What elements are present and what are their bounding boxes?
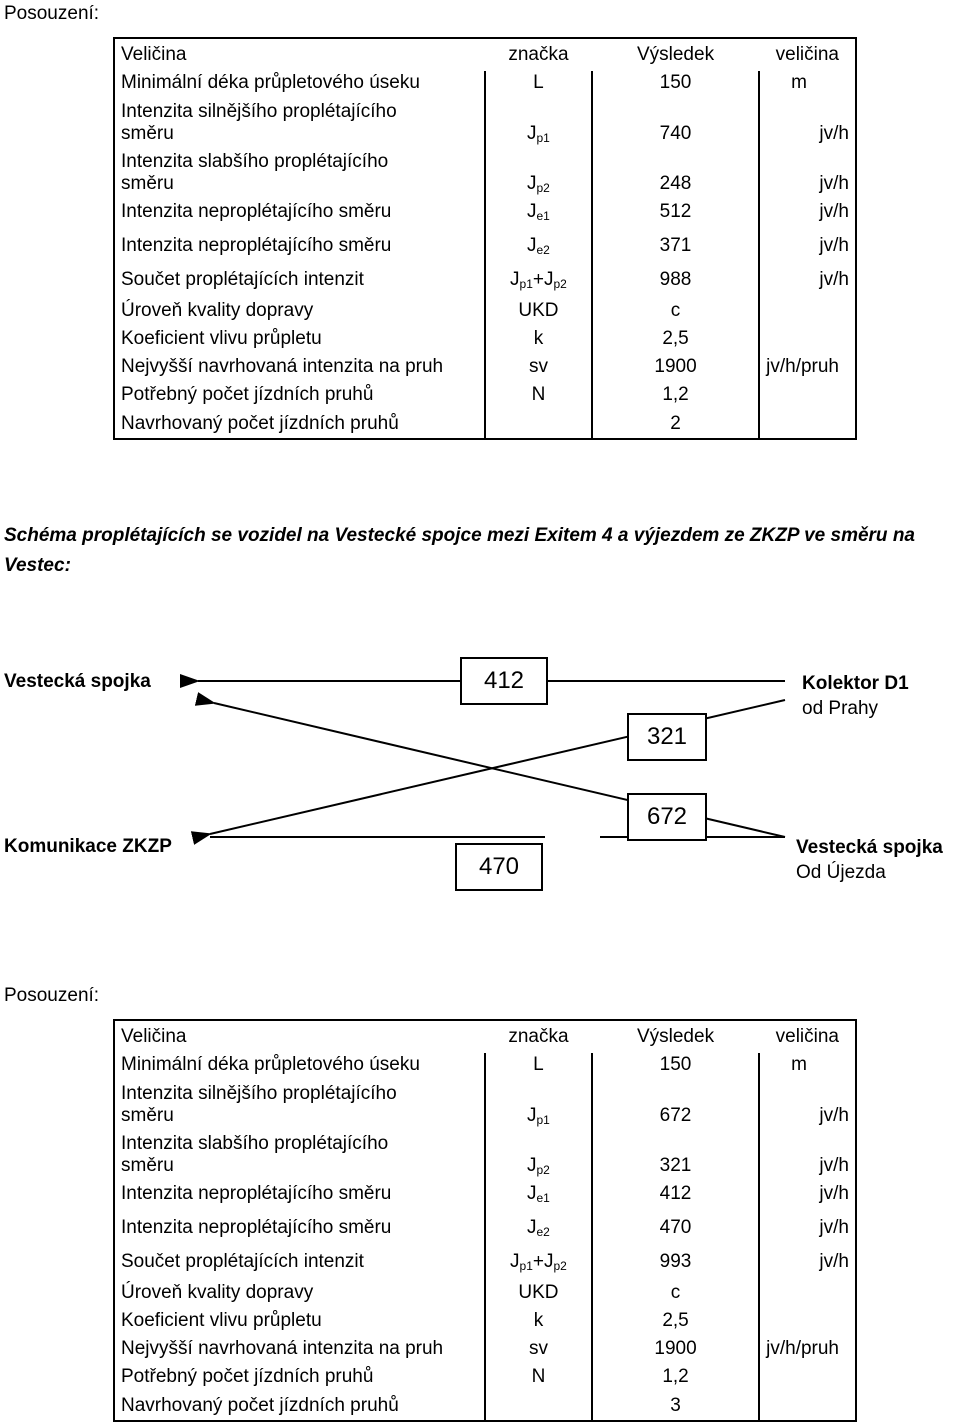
quantity-cell: Úroveň kvality dopravy bbox=[114, 297, 485, 325]
quantity-cell: Intenzita silnějšího proplétajícího směru bbox=[114, 95, 485, 145]
mark-cell: $J_{p1}$ bbox=[485, 95, 592, 145]
result-cell: 1900 bbox=[592, 353, 759, 381]
table-row bbox=[114, 195, 856, 229]
table-row bbox=[114, 297, 856, 325]
unit-cell: m bbox=[791, 1054, 807, 1075]
unit-cell bbox=[759, 1391, 856, 1421]
mark-cell: $J_{e2}$ bbox=[485, 1211, 592, 1245]
result-cell: 1,2 bbox=[592, 1363, 759, 1391]
value-box-470: 470 bbox=[455, 843, 543, 891]
unit-cell: jv/h bbox=[819, 201, 849, 222]
table-row bbox=[114, 1077, 856, 1127]
mark-cell: sv bbox=[485, 1335, 592, 1363]
result-cell: 993 bbox=[592, 1245, 759, 1279]
mark-cell: $J_{e1}$ bbox=[485, 195, 592, 229]
header-unit: veličina bbox=[775, 44, 839, 65]
quantity-cell: Součet proplétajících intenzit bbox=[114, 263, 485, 297]
quantity-cell: Intenzita slabšího proplétajícího směru bbox=[114, 145, 485, 195]
result-cell: 512 bbox=[592, 195, 759, 229]
unit-cell bbox=[759, 1363, 856, 1391]
table-row bbox=[114, 145, 856, 195]
quantity-cell: Intenzita neproplétajícího směru bbox=[114, 195, 485, 229]
assessment-heading-2: Posouzení: bbox=[4, 985, 100, 1006]
unit-cell: jv/h bbox=[819, 1155, 849, 1176]
quantity-cell: Intenzita neproplétajícího směru bbox=[114, 1211, 485, 1245]
mark-cell: L bbox=[485, 1053, 592, 1077]
mark-cell: $J_{e1}$ bbox=[485, 1177, 592, 1211]
unit-cell: jv/h/pruh bbox=[766, 1338, 839, 1359]
mark-cell: UKD bbox=[485, 1279, 592, 1307]
quantity-cell: Úroveň kvality dopravy bbox=[114, 1279, 485, 1307]
table-row bbox=[114, 1279, 856, 1307]
result-cell: 150 bbox=[592, 71, 759, 95]
unit-cell bbox=[759, 409, 856, 439]
unit-cell: jv/h bbox=[819, 1251, 849, 1272]
unit-cell: jv/h/pruh bbox=[766, 356, 839, 377]
result-cell: 740 bbox=[592, 95, 759, 145]
result-cell: 1,2 bbox=[592, 381, 759, 409]
table-row bbox=[114, 1307, 856, 1335]
result-cell: 248 bbox=[592, 145, 759, 195]
mark-cell: k bbox=[485, 325, 592, 353]
unit-cell bbox=[759, 1307, 856, 1335]
quantity-cell: Koeficient vlivu průpletu bbox=[114, 1307, 485, 1335]
unit-cell: jv/h bbox=[819, 1183, 849, 1204]
mark-cell bbox=[485, 409, 592, 439]
header-quantity: Veličina bbox=[121, 44, 187, 65]
table-row bbox=[114, 1177, 856, 1211]
schema-title: Schéma proplétajících se vozidel na Vestecké spojce mezi Exitem 4 a výjezdem ze ZKZP ve směru na Vestec: bbox=[4, 525, 915, 576]
result-cell: c bbox=[592, 297, 759, 325]
table-body-1 bbox=[114, 71, 856, 439]
mark-cell: k bbox=[485, 1307, 592, 1335]
mark-cell bbox=[485, 1391, 592, 1421]
quantity-cell: Potřebný počet jízdních pruhů bbox=[114, 1363, 485, 1391]
unit-cell: jv/h bbox=[819, 173, 849, 194]
quantity-cell: Navrhovaný počet jízdních pruhů bbox=[114, 1391, 485, 1421]
unit-cell: jv/h bbox=[819, 235, 849, 256]
result-cell: 672 bbox=[592, 1077, 759, 1127]
quantity-cell: Intenzita neproplétajícího směru bbox=[114, 229, 485, 263]
result-cell: 321 bbox=[592, 1127, 759, 1177]
result-cell: 150 bbox=[592, 1053, 759, 1077]
header-quantity: Veličina bbox=[121, 1026, 187, 1047]
quantity-cell: Navrhovaný počet jízdních pruhů bbox=[114, 409, 485, 439]
unit-cell: m bbox=[791, 72, 807, 93]
mark-cell: UKD bbox=[485, 297, 592, 325]
quantity-cell: Součet proplétajících intenzit bbox=[114, 1245, 485, 1279]
result-cell: 371 bbox=[592, 229, 759, 263]
result-cell: 412 bbox=[592, 1177, 759, 1211]
table-body-2 bbox=[114, 1053, 856, 1421]
quantity-cell: Intenzita silnějšího proplétajícího směru bbox=[114, 1077, 485, 1127]
mark-cell: N bbox=[485, 381, 592, 409]
table-header-row bbox=[114, 38, 856, 71]
mark-cell: $J_{p1}+J_{p2}$ bbox=[485, 1245, 592, 1279]
label-right-top: Kolektor D1 od Prahy bbox=[802, 673, 909, 719]
header-unit: veličina bbox=[775, 1026, 839, 1047]
value-box-672: 672 bbox=[627, 793, 707, 841]
table-row bbox=[114, 1245, 856, 1279]
mark-cell: $J_{p2}$ bbox=[485, 1127, 592, 1177]
mark-cell: $J_{p2}$ bbox=[485, 145, 592, 195]
table-row bbox=[114, 1363, 856, 1391]
table-row bbox=[114, 1127, 856, 1177]
unit-cell bbox=[759, 325, 856, 353]
mark-cell: $J_{p1}$ bbox=[485, 1077, 592, 1127]
unit-cell: jv/h bbox=[819, 1105, 849, 1126]
assessment-table-2 bbox=[113, 1019, 857, 1422]
unit-cell bbox=[759, 1279, 856, 1307]
mark-cell: L bbox=[485, 71, 592, 95]
quantity-cell: Nejvyšší navrhovaná intenzita na pruh bbox=[114, 353, 485, 381]
table-row bbox=[114, 1335, 856, 1363]
table-row bbox=[114, 353, 856, 381]
result-cell: c bbox=[592, 1279, 759, 1307]
mark-cell: $J_{p1}+J_{p2}$ bbox=[485, 263, 592, 297]
table-row bbox=[114, 95, 856, 145]
table-row bbox=[114, 381, 856, 409]
quantity-cell: Intenzita neproplétajícího směru bbox=[114, 1177, 485, 1211]
result-cell: 1900 bbox=[592, 1335, 759, 1363]
value-box-321: 321 bbox=[627, 713, 707, 761]
table-row bbox=[114, 1391, 856, 1421]
mark-cell: $J_{e2}$ bbox=[485, 229, 592, 263]
unit-cell: jv/h bbox=[819, 269, 849, 290]
table-row bbox=[114, 229, 856, 263]
header-mark: značka bbox=[508, 44, 569, 65]
result-cell: 2,5 bbox=[592, 325, 759, 353]
result-cell: 2 bbox=[592, 409, 759, 439]
header-result: Výsledek bbox=[636, 1026, 715, 1047]
result-cell: 2,5 bbox=[592, 1307, 759, 1335]
header-mark: značka bbox=[508, 1026, 569, 1047]
result-cell: 470 bbox=[592, 1211, 759, 1245]
quantity-cell: Minimální déka průpletového úseku bbox=[114, 71, 485, 95]
quantity-cell: Potřebný počet jízdních pruhů bbox=[114, 381, 485, 409]
table-header-row bbox=[114, 1020, 856, 1053]
label-left-bottom: Komunikace ZKZP bbox=[4, 836, 172, 857]
table-row bbox=[114, 1053, 856, 1077]
table-row bbox=[114, 325, 856, 353]
unit-cell: jv/h bbox=[819, 1217, 849, 1238]
unit-cell bbox=[759, 297, 856, 325]
mark-cell: N bbox=[485, 1363, 592, 1391]
table-row bbox=[114, 71, 856, 95]
table-row bbox=[114, 263, 856, 297]
table-row bbox=[114, 1211, 856, 1245]
label-left-top: Vestecká spojka bbox=[4, 671, 151, 692]
unit-cell bbox=[759, 381, 856, 409]
quantity-cell: Nejvyšší navrhovaná intenzita na pruh bbox=[114, 1335, 485, 1363]
assessment-table-1 bbox=[113, 37, 857, 440]
header-result: Výsledek bbox=[636, 44, 715, 65]
quantity-cell: Minimální déka průpletového úseku bbox=[114, 1053, 485, 1077]
quantity-cell: Intenzita slabšího proplétajícího směru bbox=[114, 1127, 485, 1177]
quantity-cell: Koeficient vlivu průpletu bbox=[114, 325, 485, 353]
result-cell: 3 bbox=[592, 1391, 759, 1421]
label-right-bottom: Vestecká spojka Od Újezda bbox=[796, 837, 943, 883]
unit-cell: jv/h bbox=[819, 123, 849, 144]
table-row bbox=[114, 409, 856, 439]
mark-cell: sv bbox=[485, 353, 592, 381]
assessment-heading-1: Posouzení: bbox=[4, 3, 100, 24]
result-cell: 988 bbox=[592, 263, 759, 297]
value-box-412: 412 bbox=[460, 657, 548, 705]
